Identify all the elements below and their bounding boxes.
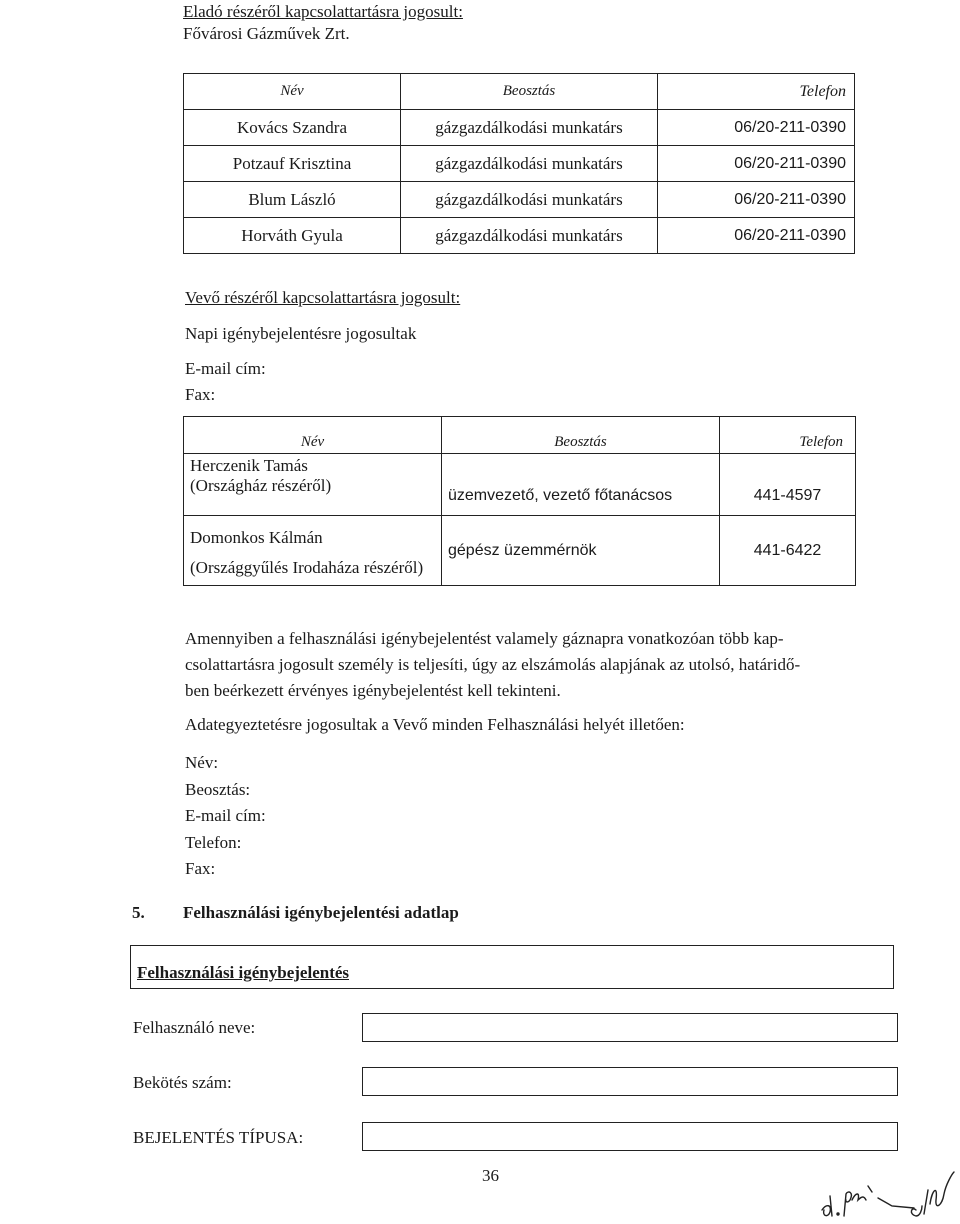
table-row <box>184 182 855 218</box>
cell-position: gépész üzemmérnök <box>442 516 720 586</box>
table-header-row <box>184 74 855 110</box>
table-row <box>184 454 856 516</box>
paragraph-multi-contact <box>185 626 855 704</box>
cell-phone: 06/20-211-0390 <box>658 182 855 218</box>
paragraph-line: Amennyiben a felhasználási igénybejelentést valamely gáznapra vonatkozóan több kap- <box>185 629 784 648</box>
contact-name: Herczenik Tamás <box>190 456 308 475</box>
cell-phone: 441-4597 <box>720 454 856 516</box>
buyer-contacts-table <box>183 416 856 586</box>
handwritten-signature <box>818 1170 960 1224</box>
cell-phone: 06/20-211-0390 <box>658 146 855 182</box>
paragraph-data-reconciliation: Adategyeztetésre jogosultak a Vevő minden Felhasználási helyét illetően: <box>185 715 685 734</box>
header-position: Beosztás <box>442 417 720 454</box>
label-name: Név: <box>185 753 219 772</box>
contact-label-list <box>185 750 855 883</box>
cell-phone: 441-6422 <box>720 516 856 586</box>
buyer-heading: Vevő részéről kapcsolattartásra jogosult: <box>185 288 461 307</box>
section-number: 5. <box>132 903 145 922</box>
cell-name <box>184 516 442 586</box>
header-position: Beosztás <box>401 74 658 110</box>
label-phone: Telefon: <box>185 832 242 852</box>
cell-phone: 06/20-211-0390 <box>658 110 855 146</box>
cell-position: üzemvezető, vezető főtanácsos <box>442 454 720 516</box>
contact-name: Domonkos Kálmán <box>190 528 323 547</box>
cell-phone: 06/20-211-0390 <box>658 218 855 254</box>
contact-origin: (Országház részéről) <box>190 476 332 495</box>
header-phone: Telefon <box>720 417 856 454</box>
connection-number-field[interactable] <box>362 1067 898 1096</box>
cell-name <box>184 454 442 516</box>
cell-position: gázgazdálkodási munkatárs <box>401 110 658 146</box>
cell-name: Blum László <box>184 182 401 218</box>
user-name-field[interactable] <box>362 1013 898 1042</box>
paragraph-line: ben beérkezett érvényes igénybejelentést kell tekinteni. <box>185 681 561 700</box>
header-name: Név <box>184 417 442 454</box>
cell-position: gázgazdálkodási munkatárs <box>401 182 658 218</box>
contact-origin: (Országgyűlés Irodaháza részéről) <box>190 558 424 577</box>
buyer-email-label: E-mail cím: <box>185 359 266 378</box>
cell-name: Kovács Szandra <box>184 110 401 146</box>
seller-contacts-table <box>183 73 855 254</box>
table-row <box>184 110 855 146</box>
label-email: E-mail cím: <box>185 806 266 825</box>
table-header-row <box>184 417 856 454</box>
buyer-fax-label: Fax: <box>185 385 216 404</box>
paragraph-line: csolattartásra jogosult személy is teljesíti, úgy az elszámolás alapjának az utolsó, határidő- <box>185 655 801 674</box>
field-label-user-name: Felhasználó neve: <box>133 1018 256 1037</box>
table-row <box>184 218 855 254</box>
label-fax: Fax: <box>185 859 216 878</box>
seller-heading: Eladó részéről kapcsolattartásra jogosult: <box>183 2 463 21</box>
cell-name: Potzauf Krisztina <box>184 146 401 182</box>
field-label-report-type: BEJELENTÉS TÍPUSA: <box>133 1128 304 1147</box>
buyer-daily-label: Napi igénybejelentésre jogosultak <box>185 324 417 343</box>
header-phone: Telefon <box>658 74 855 110</box>
table-row <box>184 516 856 586</box>
cell-position: gázgazdálkodási munkatárs <box>401 146 658 182</box>
section-title: Felhasználási igénybejelentési adatlap <box>183 903 459 922</box>
label-position: Beosztás: <box>185 779 251 799</box>
cell-name: Horváth Gyula <box>184 218 401 254</box>
form-title: Felhasználási igénybejelentés <box>137 963 350 982</box>
header-name: Név <box>184 74 401 110</box>
cell-position: gázgazdálkodási munkatárs <box>401 218 658 254</box>
page-number: 36 <box>482 1166 499 1185</box>
field-label-connection-number: Bekötés szám: <box>133 1073 232 1092</box>
report-type-field[interactable] <box>362 1122 898 1151</box>
seller-company: Fővárosi Gázművek Zrt. <box>183 24 350 43</box>
form-title-box <box>130 945 894 989</box>
table-row <box>184 146 855 182</box>
